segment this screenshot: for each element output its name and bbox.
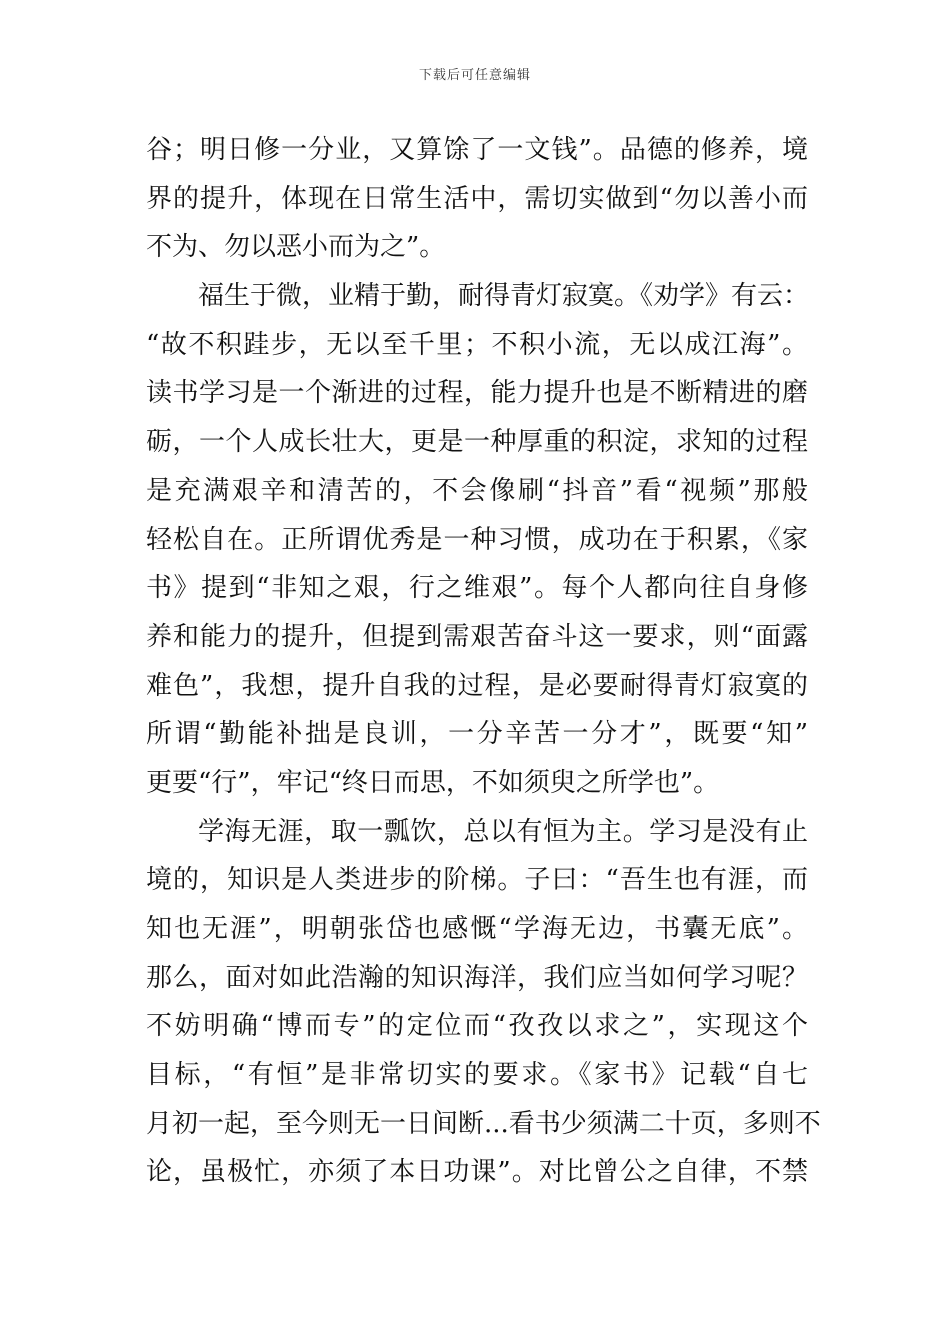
text-line: 福生于微，业精于勤，耐得青灯寂寞。《劝学》有云： bbox=[198, 281, 810, 312]
paragraph bbox=[146, 126, 808, 272]
text-line: 是充满艰辛和清苦的，不会像刷“抖音”看“视频”那般 bbox=[146, 475, 808, 506]
text-line: 读书学习是一个渐进的过程，能力提升也是不断精进的磨 bbox=[146, 378, 808, 409]
text-line: 更要“行”，牢记“终日而思，不如须臾之所学也”。 bbox=[146, 767, 720, 798]
text-line: 论，虽极忙，亦须了本日功课”。对比曾公之自律，不禁 bbox=[146, 1157, 808, 1188]
text-line: 不为、勿以恶小而为之”。 bbox=[146, 232, 446, 263]
text-line: “故不积跬步，无以至千里；不积小流，无以成江海”。 bbox=[146, 329, 808, 360]
paragraph bbox=[146, 808, 821, 1198]
document-body bbox=[146, 126, 821, 1197]
text-line: 知也无涯”，明朝张岱也感慨“学海无边，书囊无底”。 bbox=[146, 914, 808, 944]
text-line: 难色”，我想，提升自我的过程，是必要耐得青灯寂寞的 bbox=[146, 670, 808, 701]
text-line: 轻松自在。正所谓优秀是一种习惯，成功在于积累，《家 bbox=[146, 524, 808, 555]
text-line: 养和能力的提升，但提到需艰苦奋斗这一要求，则“面露 bbox=[146, 621, 808, 652]
text-line: 那么，面对如此浩瀚的知识海洋，我们应当如何学习呢？ bbox=[146, 962, 808, 993]
text-line: 界的提升，体现在日常生活中，需切实做到“勿以善小而 bbox=[146, 183, 808, 214]
text-line: 砺，一个人成长壮大，更是一种厚重的积淀，求知的过程 bbox=[146, 427, 808, 458]
text-line: 境的，知识是人类进步的阶梯。子曰：“吾生也有涯，而 bbox=[146, 865, 808, 896]
text-line: 不妨明确“博而专”的定位而“孜孜以求之”，实现这个 bbox=[146, 1011, 808, 1042]
text-line: 学海无涯，取一瓢饮，总以有恒为主。学习是没有止 bbox=[198, 816, 808, 847]
text-line: 书》提到“非知之艰，行之维艰”。每个人都向往自身修 bbox=[146, 573, 808, 604]
text-line: 所谓“勤能补拙是良训，一分辛苦一分才”，既要“知” bbox=[146, 719, 808, 750]
text-line: 月初一起，至今则无一日间断...看书少须满二十页，多则不 bbox=[146, 1108, 821, 1139]
page-header: 下载后可任意编辑 bbox=[418, 68, 531, 83]
text-line: 目标，“有恒”是非常切实的要求。《家书》记载“自七 bbox=[146, 1060, 808, 1091]
text-line: 谷；明日修一分业，又算馀了一文钱”。品德的修养，境 bbox=[146, 135, 808, 165]
paragraph bbox=[146, 272, 808, 808]
